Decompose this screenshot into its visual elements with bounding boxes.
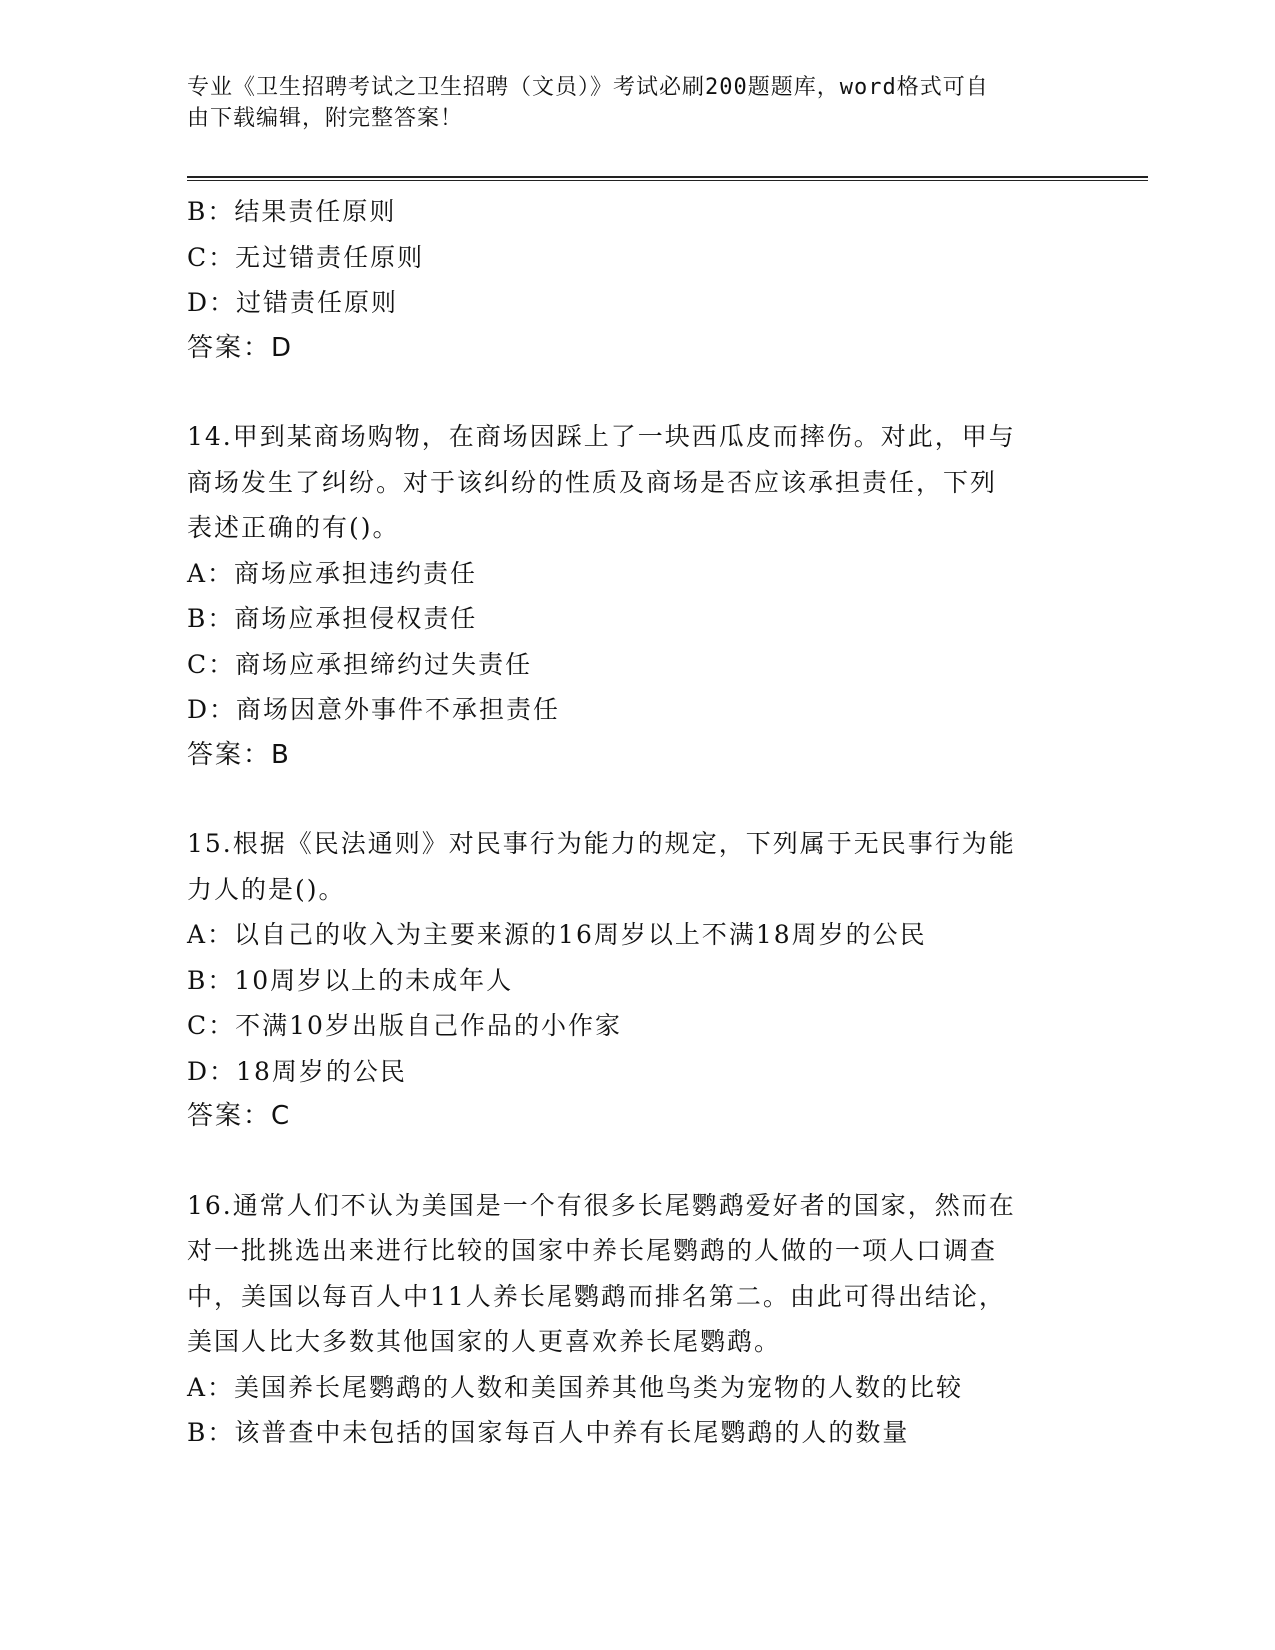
spacer	[187, 778, 1087, 821]
q15-option-a: A：以自己的收入为主要来源的16周岁以上不满18周岁的公民	[187, 920, 927, 949]
q13-option-d: D：过错责任原则	[187, 288, 399, 317]
q13-answer: 答案：D	[187, 332, 294, 363]
question-13-tail	[187, 189, 1087, 371]
q16-stem-line-1: 16.通常人们不认为美国是一个有很多长尾鹦鹉爱好者的国家，然而在	[187, 1190, 1016, 1220]
q15-stem-line-1: 15.根据《民法通则》对民事行为能力的规定，下列属于无民事行为能	[187, 829, 1016, 858]
q15-option-d: D：18周岁的公民	[187, 1056, 407, 1086]
q15-option-b: B：10周岁以上的未成年人	[187, 965, 514, 995]
question-14	[187, 414, 1087, 778]
q14-stem-line-1: 14.甲到某商场购物，在商场因踩上了一块西瓜皮而摔伤。对此，甲与	[187, 422, 1016, 451]
q16-stem-line-3: 中，美国以每百人中11人养长尾鹦鹉而排名第二。由此可得出结论，	[187, 1281, 1006, 1311]
q16-option-a: A：美国养长尾鹦鹉的人数和美国养其他鸟类为宠物的人数的比较	[187, 1372, 964, 1402]
q14-option-c: C：商场应承担缔约过失责任	[187, 649, 533, 679]
q14-option-a: A：商场应承担违约责任	[187, 558, 478, 588]
document-header	[187, 72, 1077, 134]
q15-answer: 答案：C	[187, 1101, 292, 1131]
q16-stem-line-2: 对一批挑选出来进行比较的国家中养长尾鹦鹉的人做的一项人口调查	[187, 1236, 998, 1265]
q16-option-b: B：该普查中未包括的国家每百人中养有长尾鹦鹉的人的数量	[187, 1418, 910, 1447]
spacer	[187, 371, 1087, 414]
header-divider	[187, 176, 1148, 181]
header-line-2: 由下载编辑，附完整答案！	[187, 106, 464, 131]
q13-option-b: B：结果责任原则	[187, 197, 397, 226]
question-15	[187, 821, 1087, 1140]
q13-option-c: C：无过错责任原则	[187, 242, 425, 272]
q14-option-b: B：商场应承担侵权责任	[187, 604, 478, 633]
q14-stem-line-3: 表述正确的有()。	[187, 513, 400, 542]
question-16	[187, 1183, 1087, 1456]
q14-option-d: D：商场因意外事件不承担责任	[187, 695, 561, 724]
spacer	[187, 1140, 1087, 1183]
q15-stem-line-2: 力人的是()。	[187, 874, 346, 904]
q14-stem-line-2: 商场发生了纠纷。对于该纠纷的性质及商场是否应该承担责任，下列	[187, 467, 998, 497]
question-content	[187, 189, 1087, 1456]
q15-option-c: C：不满10岁出版自己作品的小作家	[187, 1011, 622, 1040]
header-line-1: 专业《卫生招聘考试之卫生招聘（文员）》考试必刷200题题库，word格式可自	[187, 75, 989, 100]
q14-answer: 答案：B	[187, 739, 291, 770]
q16-stem-line-4: 美国人比大多数其他国家的人更喜欢养长尾鹦鹉。	[187, 1327, 782, 1356]
